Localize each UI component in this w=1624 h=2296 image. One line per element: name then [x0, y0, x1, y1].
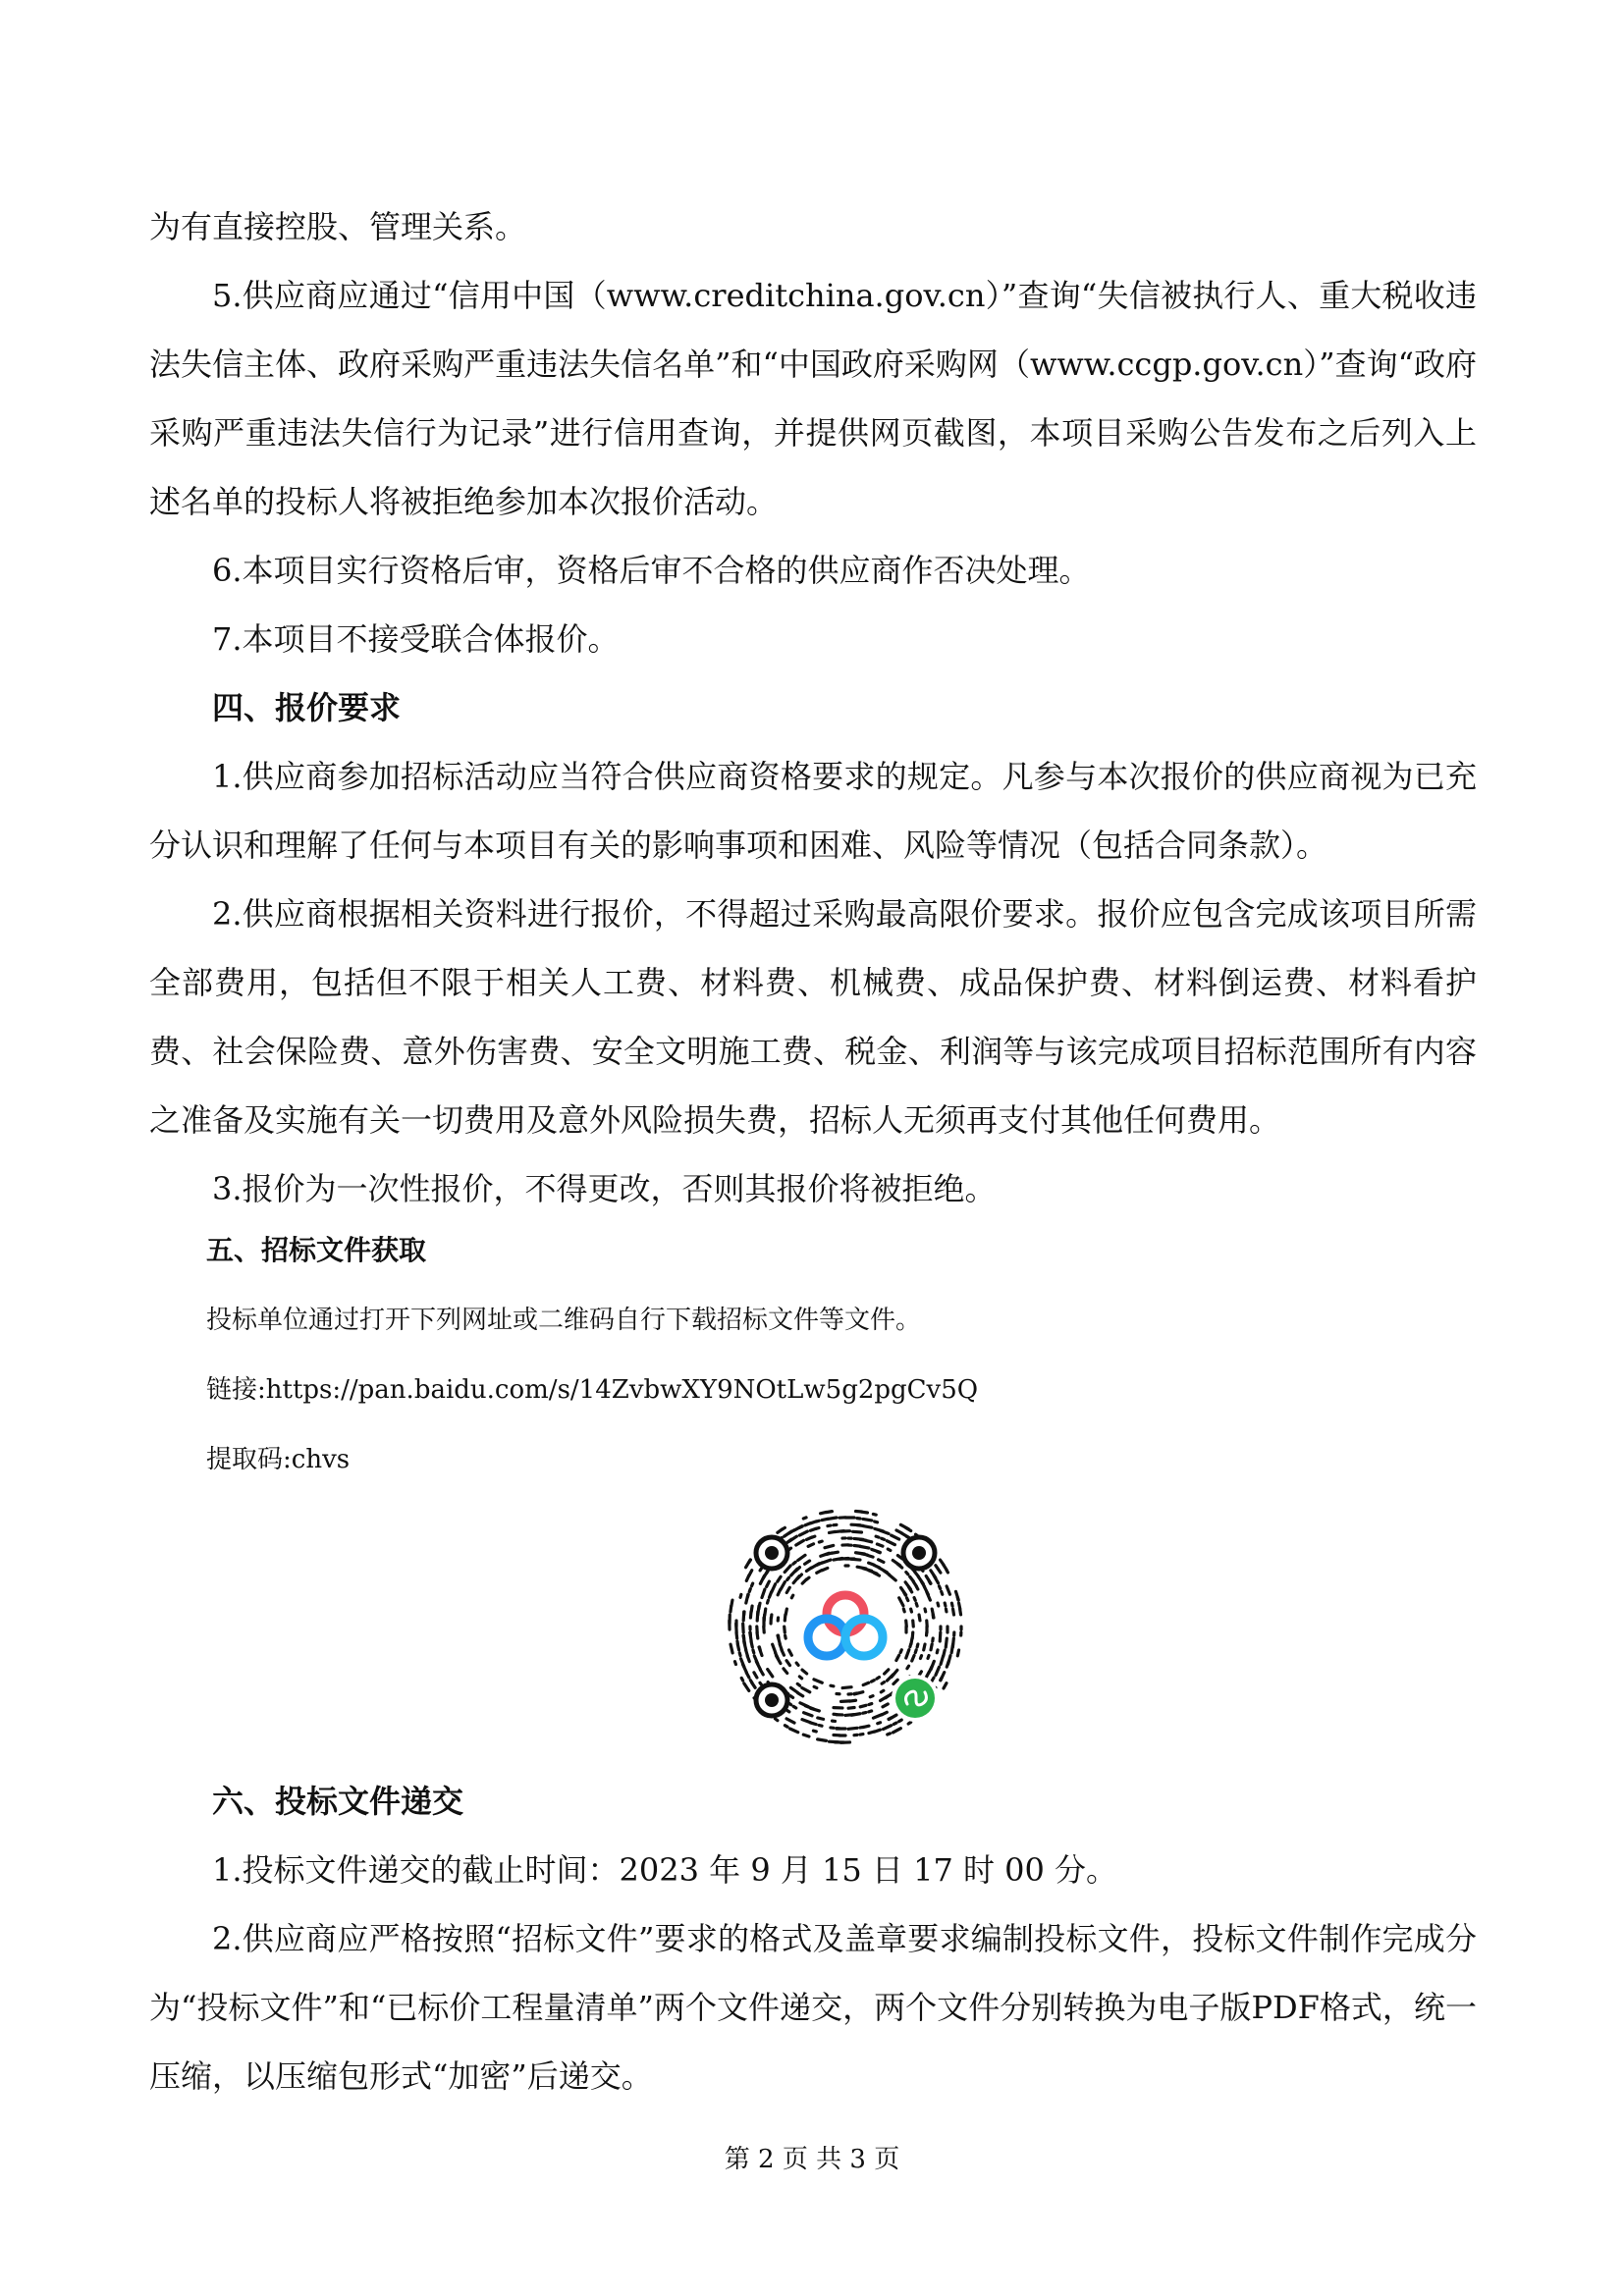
qr-module: [927, 1592, 931, 1600]
qr-module: [931, 1644, 932, 1650]
qr-module: [828, 1525, 831, 1526]
qr-module: [873, 1715, 881, 1718]
qr-module: [781, 1582, 785, 1590]
qr-module: [960, 1609, 961, 1615]
paragraph-item-6: 6.本项目实行资格后审，资格后审不合格的供应商作否决处理。: [212, 552, 1091, 589]
qr-module: [893, 1723, 896, 1724]
qr-module: [848, 1708, 854, 1709]
qr-module: [795, 1568, 799, 1572]
download-instruction: 投标单位通过打开下列网址或二维码自行下载招标文件等文件。: [206, 1306, 922, 1335]
qr-module: [881, 1696, 889, 1701]
qr-module: [869, 1704, 872, 1705]
qr-module: [819, 1541, 822, 1542]
qr-finder-dot: [765, 1546, 779, 1560]
qr-module: [899, 1720, 902, 1722]
qr-module: [883, 1704, 888, 1707]
qr-module: [945, 1603, 946, 1606]
qr-module: [831, 1685, 834, 1686]
qr-module: [889, 1718, 892, 1719]
qr-module: [906, 1527, 911, 1530]
qr-module: [937, 1650, 938, 1653]
qr-module: [929, 1581, 930, 1584]
qr-module: [916, 1586, 917, 1589]
qr-module: [934, 1575, 939, 1583]
qr-module: [957, 1597, 958, 1600]
qr-module: [882, 1682, 884, 1684]
qr-module: [887, 1675, 893, 1681]
qr-module: [765, 1609, 766, 1615]
qr-module: [946, 1609, 947, 1612]
qr-module: [907, 1666, 909, 1669]
qr-module: [790, 1696, 792, 1698]
qr-module: [870, 1696, 873, 1697]
qr-module: [885, 1670, 889, 1674]
mini-program-qr-code[interactable]: [721, 1502, 970, 1751]
paragraph-continuation: 为有直接控股、管理关系。: [149, 208, 527, 245]
qr-module: [749, 1571, 752, 1575]
qr-module: [845, 1715, 854, 1716]
qr-module: [791, 1595, 792, 1598]
qr-module: [788, 1650, 791, 1655]
qr-module: [819, 1726, 822, 1727]
qr-module: [904, 1593, 906, 1596]
paragraph-item-7: 7.本项目不接受联合体报价。: [212, 620, 620, 658]
page-footer: 第 2 页 共 3 页: [724, 2145, 900, 2174]
qr-module: [814, 1680, 822, 1682]
qr-module: [951, 1644, 952, 1653]
qr-module: [936, 1566, 941, 1573]
qr-module: [822, 1568, 828, 1570]
qr-module: [941, 1656, 944, 1665]
qr-module: [888, 1734, 891, 1735]
qr-module: [785, 1566, 790, 1573]
qr-module: [814, 1686, 817, 1687]
qr-module: [873, 1514, 876, 1515]
qr-module: [908, 1722, 910, 1724]
qr-module: [889, 1575, 895, 1580]
qr-module: [759, 1647, 760, 1650]
qr-module: [874, 1573, 879, 1575]
qr-module: [863, 1682, 869, 1684]
qr-module: [866, 1540, 872, 1541]
qr-module: [924, 1644, 925, 1650]
qr-module: [862, 1512, 868, 1513]
section-heading-4: 四、报价要求: [212, 689, 402, 726]
qr-module: [744, 1683, 749, 1690]
qr-module: [941, 1678, 942, 1681]
qr-module: [860, 1705, 866, 1707]
qr-module: [863, 1713, 866, 1714]
qr-module: [731, 1600, 732, 1606]
qr-module: [879, 1560, 884, 1563]
qr-module: [938, 1603, 939, 1606]
qr-module: [877, 1552, 880, 1553]
qr-module: [802, 1720, 810, 1723]
qr-module: [939, 1586, 940, 1589]
qr-module: [832, 1552, 838, 1553]
qr-module: [872, 1681, 875, 1682]
qr-module: [741, 1678, 742, 1681]
qr-module: [818, 1718, 824, 1719]
qr-module: [747, 1594, 748, 1597]
qr-module: [925, 1609, 926, 1612]
qr-module: [893, 1729, 900, 1733]
qr-module: [807, 1577, 809, 1579]
qr-finder-dot: [765, 1693, 779, 1707]
qr-module: [805, 1561, 810, 1564]
qr-module: [802, 1688, 810, 1692]
qr-module: [818, 1739, 827, 1740]
qr-module: [741, 1659, 744, 1667]
qr-module: [783, 1527, 785, 1529]
qr-module: [773, 1644, 776, 1652]
baidu-netdisk-logo-icon: [794, 1575, 896, 1678]
qr-module: [903, 1609, 904, 1612]
qr-module: [734, 1662, 735, 1665]
qr-module: [766, 1571, 768, 1573]
paragraph-quote-3: 3.报价为一次性报价，不得更改，否则其报价将被拒绝。: [212, 1170, 997, 1207]
qr-module: [877, 1544, 883, 1546]
qr-module: [910, 1644, 911, 1647]
qr-module: [877, 1678, 879, 1680]
qr-module: [786, 1661, 789, 1666]
qr-module: [754, 1673, 757, 1678]
paragraph-item-5: 5.供应商应通过“信用中国（www.creditchina.gov.cn）”查询“失信被执行人、重大税收违法失信主体、政府采购严重违法失信名单”和“中国政府采购网（www.ccgp.gov.cn）”查询“政府采购严重违法失信行为记录”进行信用查询，并提供网页截图，本项目采购公告发布之后列入上述名单的投标人将被拒绝参加本次报价活动。: [149, 277, 1477, 520]
qr-module: [798, 1555, 805, 1560]
qr-module: [787, 1577, 789, 1579]
qr-module: [854, 1693, 857, 1694]
wechat-mini-program-icon: [892, 1675, 939, 1722]
qr-module: [881, 1530, 889, 1533]
qr-module: [825, 1545, 834, 1547]
qr-module: [784, 1669, 787, 1674]
qr-module: [851, 1559, 860, 1560]
qr-module: [951, 1603, 952, 1606]
qr-module: [802, 1670, 807, 1674]
qr-module: [790, 1729, 798, 1733]
qr-module: [804, 1713, 812, 1716]
qr-module: [915, 1650, 916, 1653]
qr-module: [797, 1683, 799, 1685]
qr-module: [772, 1584, 776, 1592]
qr-module: [906, 1650, 909, 1658]
qr-module: [749, 1589, 750, 1592]
qr-module: [826, 1512, 832, 1513]
qr-module: [867, 1555, 873, 1557]
qr-module: [760, 1568, 762, 1571]
qr-module: [906, 1621, 907, 1627]
qr-module: [947, 1661, 948, 1667]
qr-module: [799, 1531, 807, 1535]
qr-module: [751, 1606, 752, 1612]
qr-module: [944, 1683, 947, 1688]
qr-module: [796, 1663, 798, 1665]
qr-module: [919, 1615, 920, 1621]
qr-module: [876, 1536, 879, 1537]
qr-module: [892, 1535, 899, 1539]
qr-module: [900, 1650, 901, 1653]
qr-module: [816, 1528, 819, 1529]
qr-module: [796, 1540, 804, 1545]
qr-module: [860, 1546, 869, 1548]
qr-module: [957, 1650, 958, 1656]
qr-module: [786, 1719, 794, 1723]
qr-module: [768, 1670, 773, 1677]
qr-module: [906, 1573, 908, 1575]
qr-module: [899, 1598, 903, 1606]
qr-module: [920, 1656, 921, 1659]
qr-module: [928, 1656, 929, 1659]
qr-module: [869, 1711, 872, 1712]
qr-module: [740, 1594, 741, 1597]
qr-module: [860, 1727, 863, 1728]
qr-code-pattern: [721, 1502, 970, 1751]
qr-module: [754, 1656, 758, 1664]
qr-module: [913, 1621, 914, 1627]
qr-module: [841, 1701, 850, 1702]
qr-module: [911, 1609, 912, 1612]
qr-module: [907, 1598, 908, 1601]
qr-module: [799, 1677, 801, 1679]
qr-module: [828, 1518, 837, 1519]
qr-module: [762, 1589, 765, 1598]
paragraph-deadline: 1.投标文件递交的截止时间：2023 年 9 月 15 日 17 时 00 分。: [212, 1851, 1118, 1889]
qr-module: [940, 1632, 941, 1641]
qr-module: [853, 1531, 862, 1532]
qr-module: [812, 1536, 815, 1537]
qr-module: [896, 1655, 899, 1660]
qr-module: [749, 1560, 751, 1562]
qr-module: [888, 1549, 891, 1550]
qr-module: [816, 1521, 819, 1522]
qr-module: [753, 1650, 754, 1653]
qr-module: [803, 1735, 809, 1736]
qr-module: [912, 1655, 914, 1661]
qr-module: [953, 1609, 954, 1615]
paragraph-quote-1: 1.供应商参加招标活动应当符合供应商资格要求的规定。凡参与本次报价的供应商视为已充分认识和理解了任何与本项目有关的影响事项和困难、风险等情况（包括合同条款）。: [149, 758, 1477, 864]
qr-module: [916, 1603, 917, 1606]
qr-module: [842, 1687, 851, 1688]
qr-module: [887, 1541, 894, 1545]
qr-module: [914, 1598, 915, 1601]
qr-module: [750, 1681, 752, 1683]
section-heading-6: 六、投标文件递交: [212, 1783, 464, 1820]
qr-module: [863, 1526, 872, 1528]
extraction-code: 提取码:chvs: [206, 1445, 351, 1474]
qr-module: [799, 1526, 802, 1527]
qr-module: [768, 1600, 769, 1603]
qr-module: [767, 1581, 770, 1586]
qr-module: [786, 1587, 789, 1592]
qr-module: [752, 1583, 753, 1586]
qr-module: [731, 1644, 732, 1653]
qr-module: [848, 1728, 857, 1729]
qr-module: [822, 1560, 830, 1563]
qr-module: [863, 1519, 872, 1520]
paragraph-submission: 2.供应商应严格按照“招标文件”要求的格式及盖章要求编制投标文件，投标文件制作完成分为“投标文件”和“已标价工程量清单”两个文件递交，两个文件分别转换为电子版PDF格式，统一压缩，以压缩包形式“加密”后递交。: [149, 1920, 1477, 2095]
qr-module: [778, 1576, 781, 1581]
qr-module: [808, 1544, 813, 1547]
qr-module: [803, 1518, 806, 1519]
qr-finder-dot: [912, 1546, 926, 1560]
qr-module: [800, 1703, 808, 1707]
qr-module: [878, 1723, 881, 1724]
qr-module: [793, 1706, 796, 1708]
qr-module: [942, 1591, 943, 1594]
qr-module: [779, 1635, 780, 1638]
qr-module: [917, 1644, 918, 1647]
section-heading-5: 五、招标文件获取: [206, 1234, 427, 1266]
qr-module: [882, 1538, 885, 1539]
qr-module: [936, 1667, 940, 1675]
qr-module: [759, 1603, 760, 1609]
qr-module: [775, 1719, 777, 1721]
qr-module: [881, 1690, 884, 1692]
qr-module: [793, 1562, 795, 1564]
qr-module: [946, 1638, 947, 1647]
qr-module: [743, 1624, 744, 1632]
qr-module: [785, 1609, 786, 1615]
qr-module: [789, 1536, 797, 1541]
download-link[interactable]: 链接:https://pan.baidu.com/s/14ZvbwXY9NOtLw5g2pgCv5Q: [206, 1375, 979, 1405]
qr-module: [739, 1653, 740, 1656]
qr-module: [947, 1586, 949, 1594]
qr-module: [790, 1687, 797, 1692]
paragraph-quote-2: 2.供应商根据相关资料进行报价，不得超过采购最高限价要求。报价应包含完成该项目所需全部费用，包括但不限于相关人工费、材料费、机械费、成品保护费、材料倒运费、材料看护费、社会保险费、意外伤害费、安全文明施工费、税金、利润等与该完成项目招标范围所有内容之准备及实施有关一切费用及意外风险损失费，招标人无须再支付其他任何费用。: [149, 895, 1477, 1139]
qr-module: [813, 1731, 816, 1732]
qr-module: [829, 1741, 838, 1742]
qr-module: [785, 1635, 786, 1638]
qr-module: [785, 1726, 787, 1728]
qr-module: [883, 1726, 891, 1730]
qr-module: [897, 1564, 902, 1568]
qr-module: [869, 1732, 875, 1734]
